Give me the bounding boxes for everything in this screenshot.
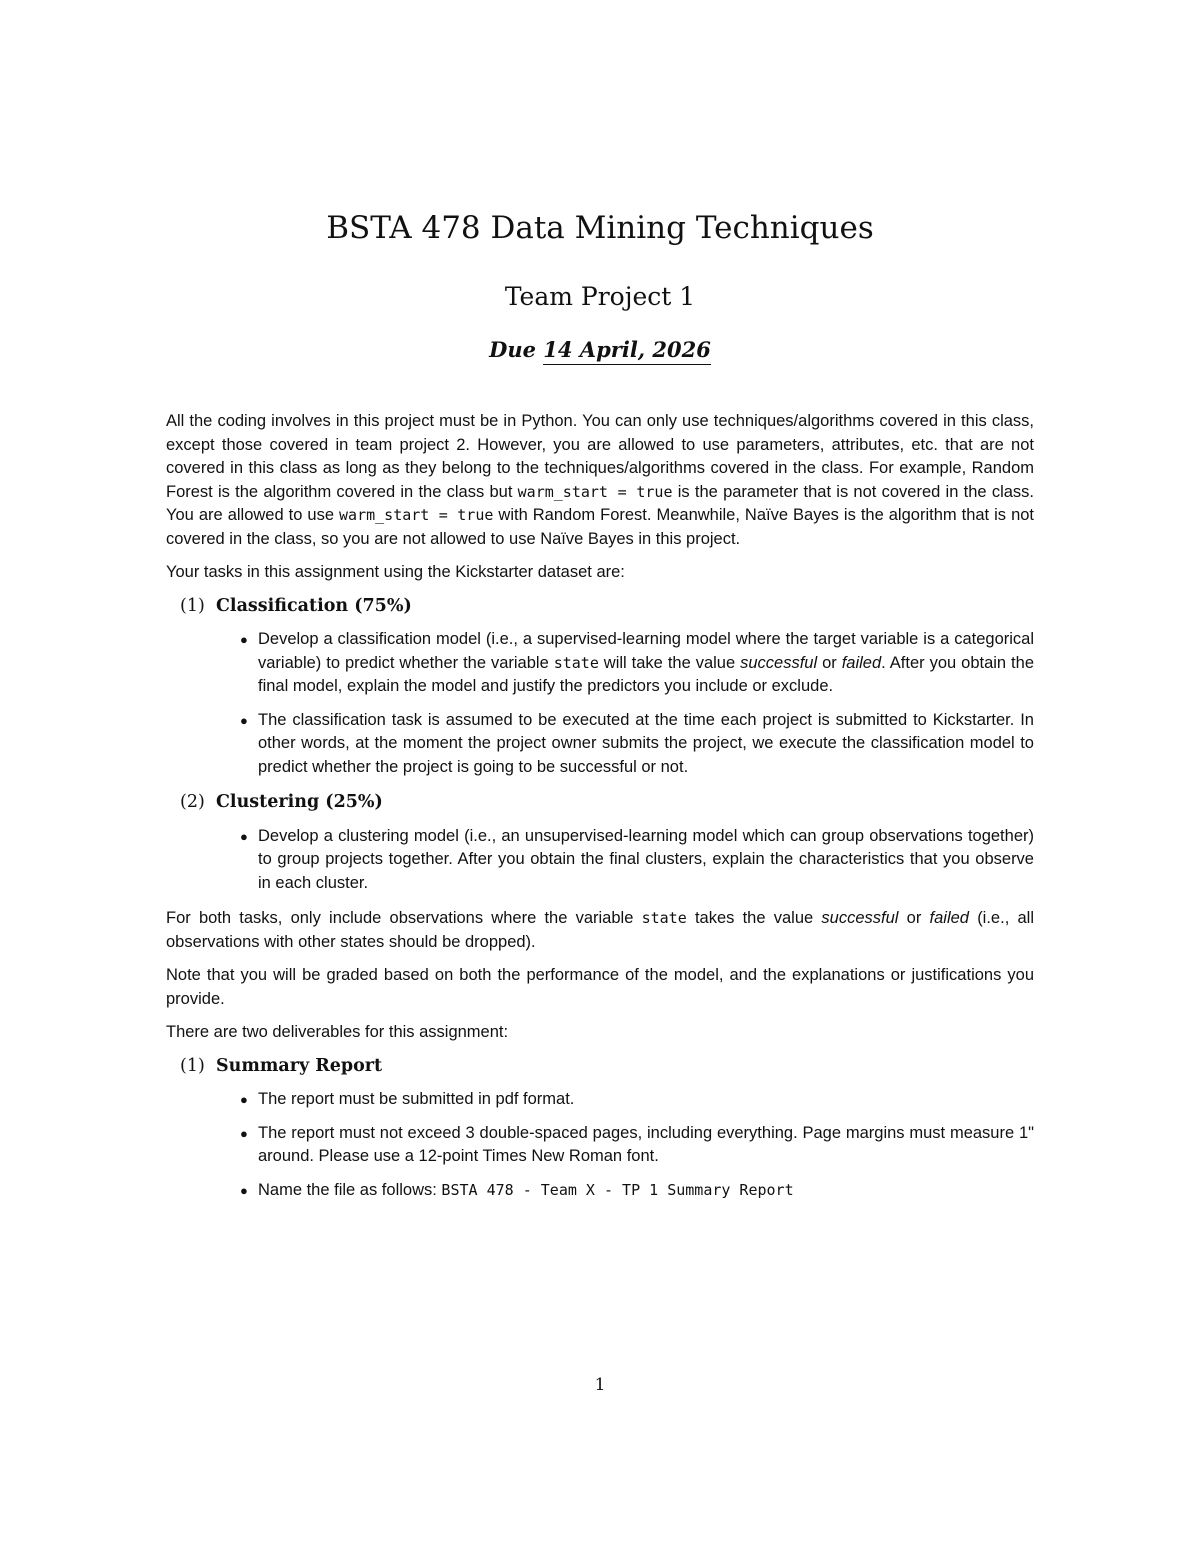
- list-item: [240, 825, 1034, 896]
- classification-bullets: [240, 628, 1034, 779]
- document-subtitle: Team Project 1: [504, 282, 696, 311]
- list-item: [240, 1122, 1034, 1169]
- list-item: [240, 1088, 1034, 1112]
- code-state: state: [641, 909, 687, 927]
- document-body: [166, 410, 1034, 1214]
- intro-paragraph: [166, 410, 1034, 551]
- document-title: BSTA 478 Data Mining Techniques: [326, 210, 874, 246]
- summary-report-bullets: [240, 1088, 1034, 1202]
- task-number: (2): [180, 792, 205, 812]
- bullet-icon: ●: [240, 1092, 248, 1107]
- grading-note-paragraph: Note that you will be graded based on both the performance of the model, and the explanations or justifications you provide.: [166, 966, 1034, 1008]
- task-label: Clustering (25%): [216, 792, 383, 812]
- bullet-text: or: [817, 653, 842, 672]
- bullet-text: The report must be submitted in pdf format.: [258, 1090, 575, 1108]
- deliverable-summary-heading: [180, 1055, 1034, 1079]
- bullet-icon: ●: [240, 712, 248, 728]
- emphasis-successful: successful: [821, 909, 899, 927]
- deliverable-label: Summary Report: [216, 1055, 383, 1076]
- task-clustering-heading: [180, 791, 1034, 815]
- task-label: Classification (75%): [216, 595, 412, 616]
- bullet-icon: ●: [240, 828, 248, 844]
- due-date-line: [0, 337, 1200, 362]
- code-filename: BSTA 478 - Team X - TP 1 Summary Report: [441, 1180, 794, 1199]
- bullet-text: will take the value: [598, 653, 741, 672]
- emphasis-successful: successful: [740, 653, 818, 672]
- list-item: [240, 1179, 1034, 1203]
- bullet-icon: ●: [240, 1182, 248, 1198]
- task-classification-heading: [180, 595, 1034, 619]
- code-state: state: [553, 653, 599, 672]
- list-item: [240, 628, 1034, 699]
- intro-text-c: with Random Forest. Meanwhile, Naïve Bayes is the algorithm that is not covered in the class, so you are not allowed to use Naïve Bayes in this project.: [166, 506, 1035, 548]
- bullet-icon: ●: [240, 1125, 248, 1141]
- bullet-text: Name the file as follows:: [258, 1180, 442, 1199]
- due-date: 14 April, 2026: [543, 337, 711, 365]
- page-number: 1: [594, 1375, 606, 1395]
- note-text: (i.e., all observations with other states should be dropped).: [166, 909, 1034, 951]
- tasks-intro: Your tasks in this assignment using the Kickstarter dataset are:: [166, 563, 625, 581]
- bullet-icon: ●: [240, 632, 248, 647]
- code-warm-start-2: warm_start = true: [339, 506, 494, 524]
- intro-text-a: All the coding involves in this project must be in Python. You can only use techniques/algorithms covered in this class, except those covered in team project 2. However, you are allowed to use parameters, attributes, etc. that are not covered in this class as long as they belong to the techniques/algorithms covered in the class. For example, Random Forest is the algorithm covered in the class but: [166, 412, 1034, 501]
- note-text: or: [898, 909, 930, 927]
- intro-text-b: is the parameter that is not covered in the class. You are allowed to use: [166, 482, 1034, 524]
- note-text: takes the value: [686, 909, 822, 927]
- clustering-bullets: [240, 825, 1034, 896]
- deliverable-number: (1): [180, 1055, 205, 1076]
- emphasis-failed: failed: [841, 653, 882, 672]
- emphasis-failed: failed: [929, 909, 969, 927]
- bullet-text: Develop a clustering model (i.e., an unsupervised-learning model which can group observations together) to group projects together. After you obtain the final clusters, explain the characteristics that you observe in each cluster.: [258, 826, 1034, 892]
- bullet-text: The classification task is assumed to be executed at the time each project is submitted to Kickstarter. In other words, at the moment the project owner submits the project, we execute the classification model to predict whether the project is going to be successful or not.: [258, 710, 1034, 776]
- note-text: For both tasks, only include observations where the variable: [166, 909, 642, 927]
- bullet-text: The report must not exceed 3 double-spaced pages, including everything. Page margins must measure 1" around. Please use a 12-point Times New Roman font.: [258, 1123, 1034, 1165]
- filter-note-paragraph: [166, 907, 1034, 954]
- code-warm-start-1: warm_start = true: [517, 482, 673, 501]
- due-prefix: Due: [489, 337, 536, 362]
- bullet-text: . After you obtain the final model, explain the model and justify the predictors you include or exclude.: [258, 653, 1034, 695]
- list-item: [240, 709, 1034, 780]
- task-number: (1): [180, 595, 205, 616]
- deliverables-intro: There are two deliverables for this assignment:: [166, 1023, 509, 1041]
- bullet-text: Develop a classification model (i.e., a supervised-learning model where the target variable is a categorical variable) to predict whether the variable: [258, 630, 1034, 672]
